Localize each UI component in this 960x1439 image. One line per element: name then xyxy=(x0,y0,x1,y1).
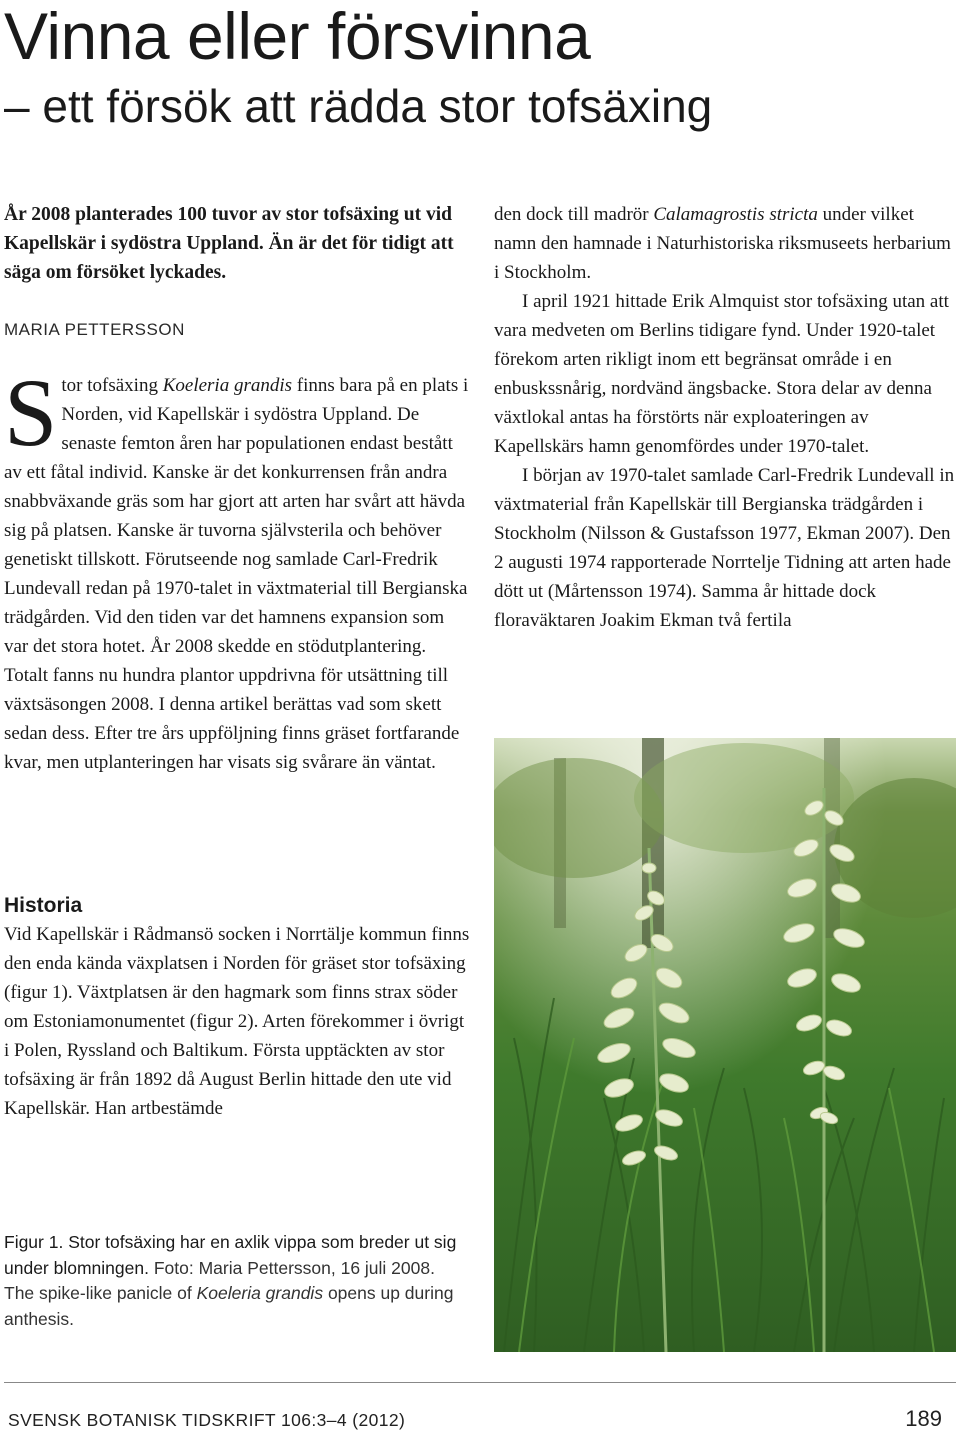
intro-text-start: tor tofsäxing xyxy=(61,375,163,396)
intro-paragraph xyxy=(4,359,470,777)
caption-species: Koeleria grandis xyxy=(196,1283,324,1303)
intro-text-rest: finns bara på en plats i Norden, vid Kapellskär i sydöstra Uppland. De senaste femton åren har populationen endast bestått av ett fåtal individ. Kanske är det konkurrensen från andra snabbväxande gräs som har gjort att arten har svårt att hävda sig på platsen. Kanske är tuvorna självsterila och behöver genetiskt tillskott. Förutseende nog samlade Carl-Fredrik Lundevall redan på 1970-talet in växtmaterial till Bergianska trädgården. Vid den tiden var det hamnens expansion som var det stora hotet. År 2008 skedde en stödutplantering. Totalt fanns nu hundra plantor uppdrivna för utsättning till växtsäsongen 2008. I denna artikel berättas vad som skett sedan dess. Efter tre års uppföljning finns gräset fortfarande kvar, men utplanteringen har visats sig svårare än väntat. xyxy=(4,375,469,773)
footer-divider xyxy=(4,1382,956,1383)
caption-english-end: opens up during anthesis. xyxy=(4,1283,454,1329)
page-number: 189 xyxy=(905,1406,942,1431)
historia-paragraph xyxy=(4,920,470,1123)
journal-citation: SVENSK BOTANISK TIDSKRIFT 106:3–4 (2012) xyxy=(8,1410,406,1430)
species-name: Koeleria grandis xyxy=(162,375,293,396)
grass-panicle-photo xyxy=(494,738,956,1352)
caption-english-start: The spike-like panicle of xyxy=(4,1283,197,1303)
right-paragraph-3: I början av 1970-talet samlade Carl-Fredrik Lundevall in växtmaterial från Kapellskär till Bergianska trädgården i Stockholm (Nilsson & Gustafsson 1977, Ekman 2007). Den 2 augusti 1974 rapporterade Norrtelje Tidning att arten hade dött ut (Mårtensson 1974). Samma år hittade dock floraväktaren Joakim Ekman två fertila xyxy=(494,465,955,631)
right-column xyxy=(494,200,956,635)
right-p1-rest: under vilket namn den hamnade i Naturhistoriska riksmuseets herbarium i Stockholm. xyxy=(494,204,951,283)
author-byline: MARIA PETTERSSON xyxy=(4,320,185,339)
right-paragraph-2: I april 1921 hittade Erik Almquist stor tofsäxing utan att vara medveten om Berlins tidigare fynd. Under 1920-talet förekom arten rikligt inom ett begränsat område i en enbuskssnårig, nordvänd ängsbacke. Stora delar av denna växtlokal antas ha förstörts när exploateringen av Kapellskärs hamn genomfördes under 1970-talet. xyxy=(494,291,949,457)
figure-1-caption xyxy=(4,1230,474,1332)
drop-cap: S xyxy=(4,359,58,466)
article-subtitle: – ett försök att rädda stor tofsäxing xyxy=(4,80,713,132)
caption-credit: Foto: Maria Pettersson, 16 juli 2008. xyxy=(153,1257,435,1278)
caption-title: Figur 1. Stor tofsäxing har en axlik vippa som breder ut sig under blomningen. xyxy=(4,1232,457,1278)
right-paragraph-1 xyxy=(494,200,956,287)
article-title: Vinna eller försvinna xyxy=(4,0,591,73)
right-p1-start: den dock till madrör xyxy=(494,204,654,225)
historia-text: Vid Kapellskär i Rådmansö socken i Norrtälje kommun finns den enda kända växplatsen i Norden för gräset stor tofsäxing (figur 1). Växtplatsen är den hagmark som finns strax söder om Estoniamonumentet (figur 2). Arten förekommer i övrigt i Polen, Ryssland och Baltikum. Första upptäckten av stor tofsäxing är från 1892 då August Berlin hittade den ute vid Kapellskär. Han artbestämde xyxy=(4,924,470,1119)
section-heading-historia: Historia xyxy=(4,894,83,917)
species-name-calamagrostis: Calamagrostis stricta xyxy=(653,204,818,225)
figure-1-photo xyxy=(494,738,956,1352)
lead-paragraph: År 2008 planterades 100 tuvor av stor tofsäxing ut vid Kapellskär i sydöstra Uppland. Än är det för tidigt att säga om försöket lyckades. xyxy=(4,204,454,283)
